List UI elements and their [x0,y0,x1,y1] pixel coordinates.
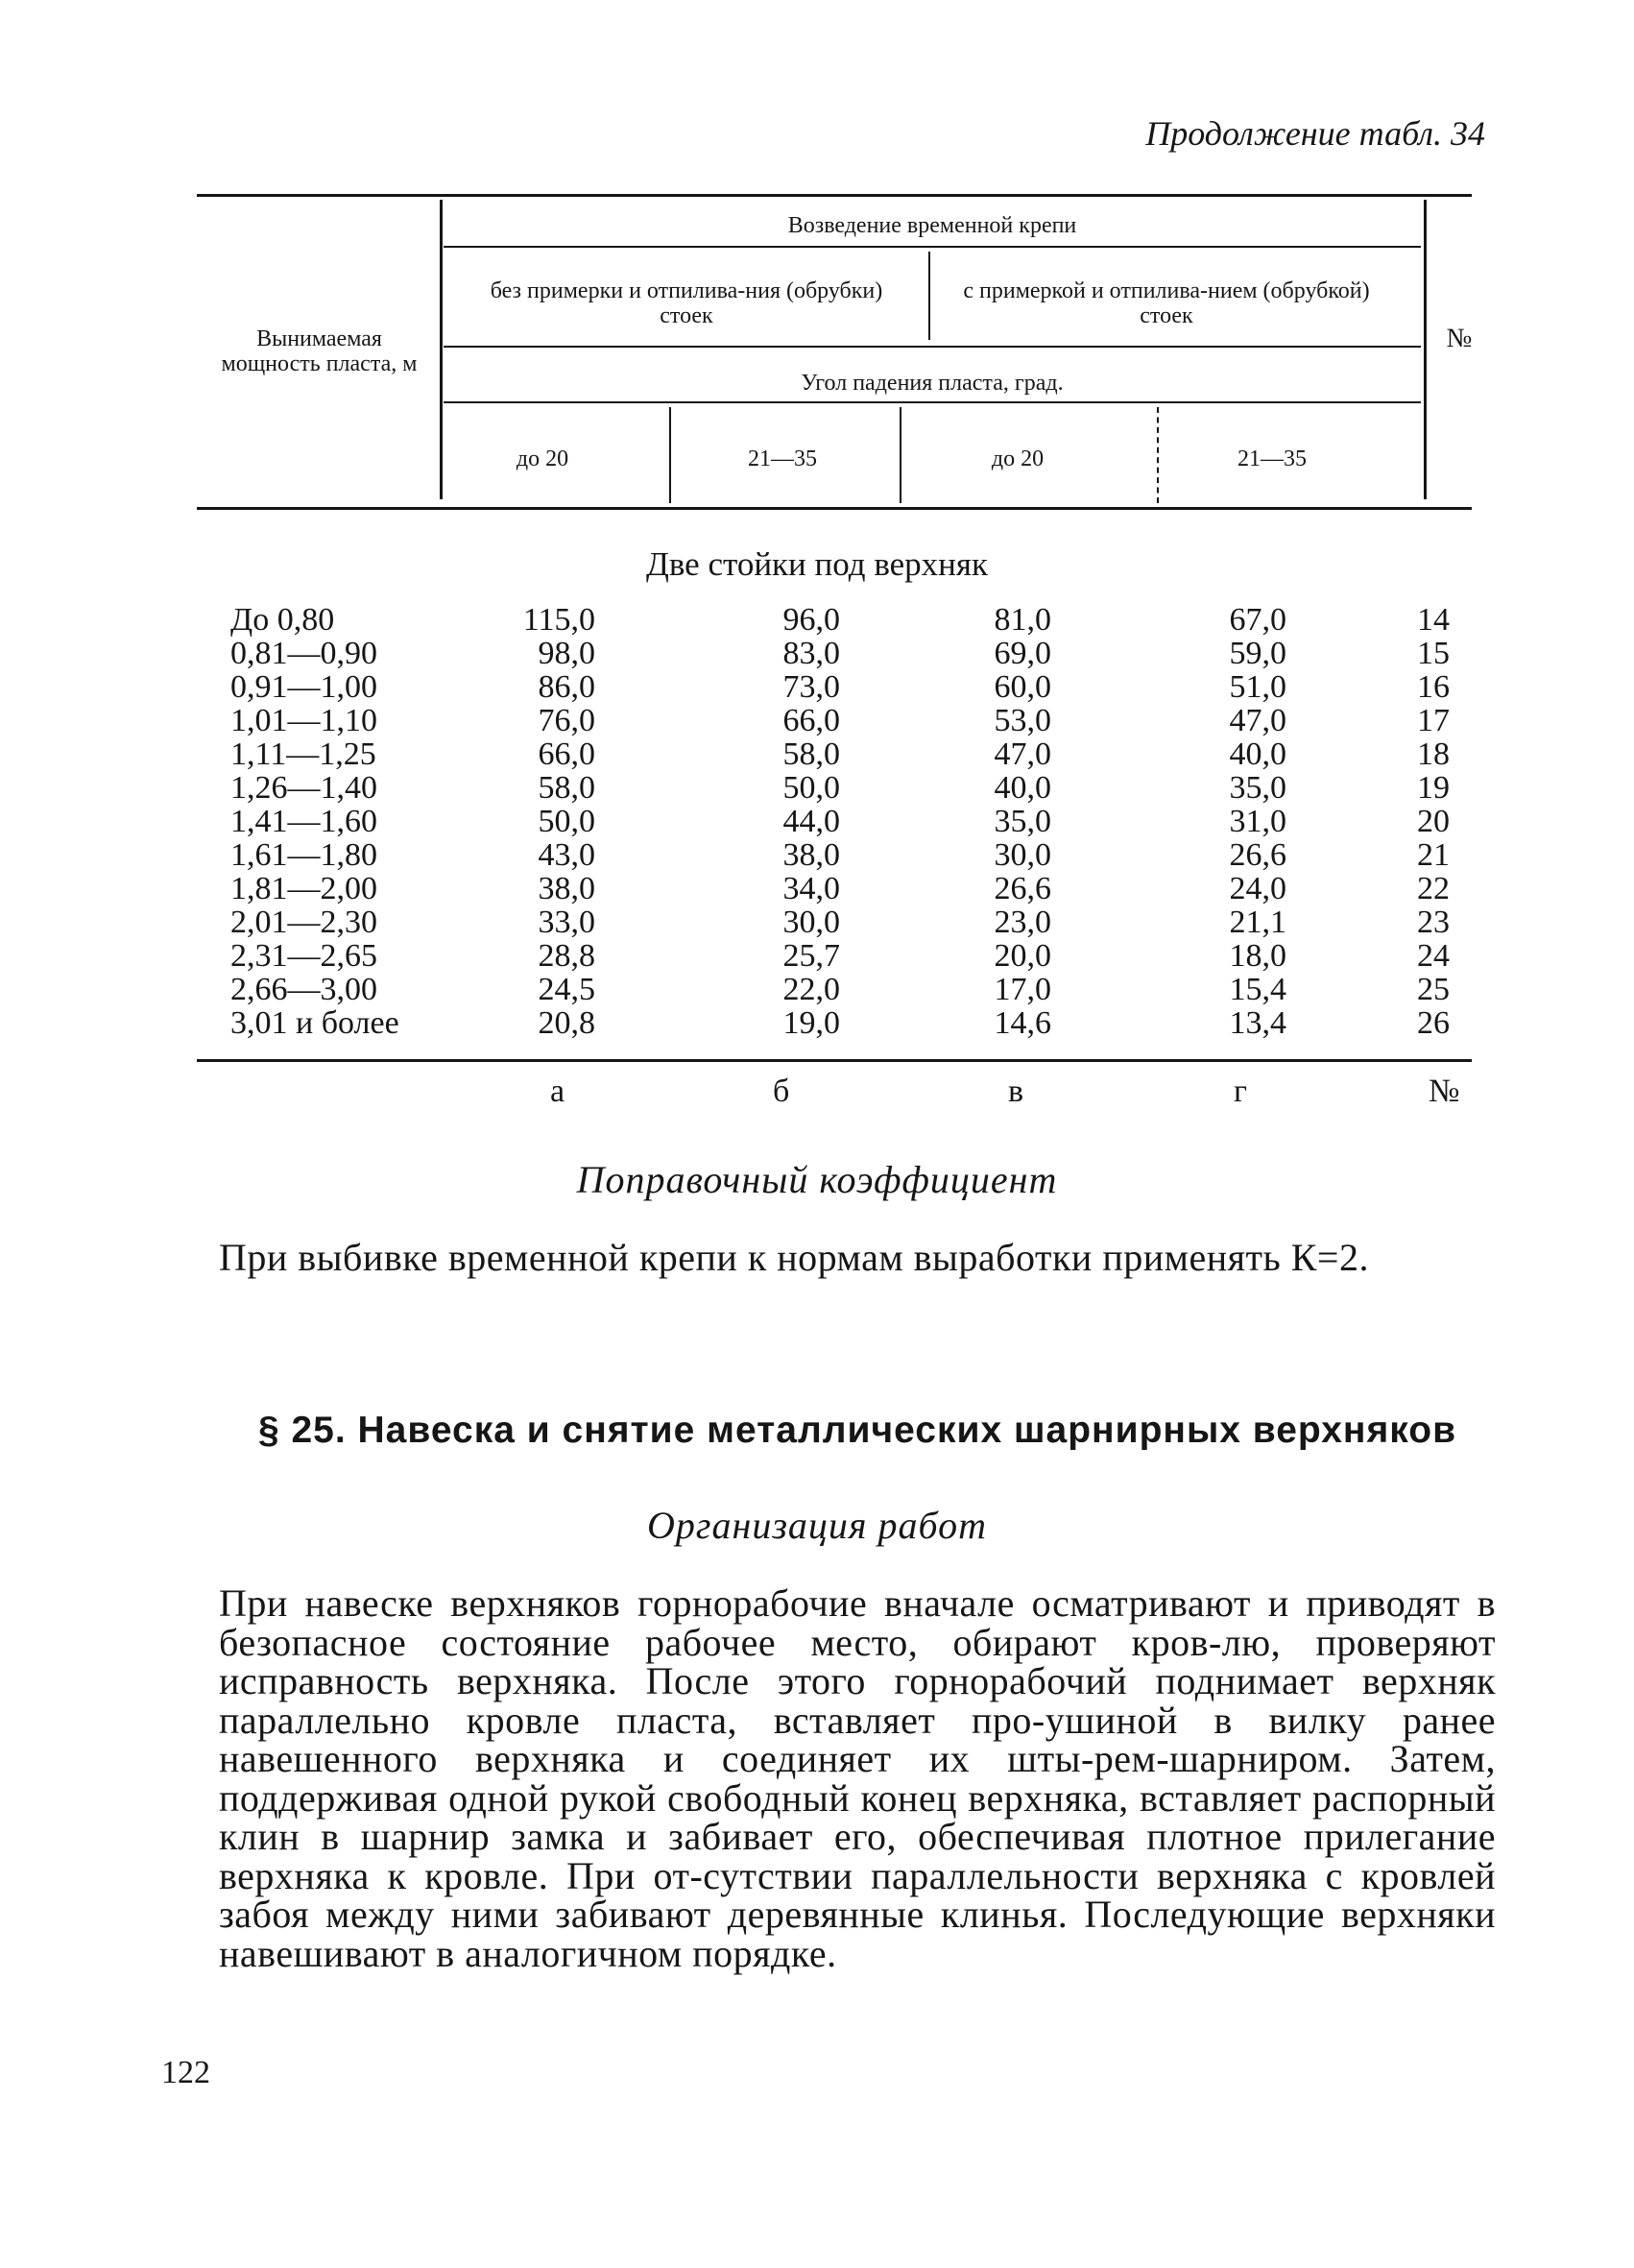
cell: 26 [1417,1005,1450,1041]
table-row [0,704,1634,737]
cell: 73,0 [782,669,840,705]
group-header: Возведение временной крепи [787,213,1077,238]
cell: 86,0 [538,669,595,705]
cell: 35,0 [1229,770,1286,806]
cell: 34,0 [782,871,840,906]
cell: 1,11—1,25 [230,736,376,772]
cell: 19,0 [782,1005,840,1041]
cell: 66,0 [538,736,595,772]
cell: 33,0 [538,905,595,940]
cell: 1,41—1,60 [230,804,377,839]
stub-header: Вынимаемая мощность пласта, м [221,326,418,376]
table-row [0,603,1634,637]
cell: 40,0 [994,770,1051,806]
table-row [0,838,1634,872]
cell: 20 [1417,804,1450,839]
correction-coefficient-title: Поправочный коэффициент [576,1158,1058,1201]
cell: 115,0 [522,602,595,638]
cell: 0,81—0,90 [230,636,377,671]
cell: 19 [1417,770,1450,806]
subgroup-divider [928,252,930,340]
table-row [0,670,1634,704]
table-row [0,805,1634,838]
table-row [0,939,1634,973]
cell: 30,0 [994,837,1051,873]
cell: 25,7 [782,938,840,974]
table-row [0,637,1634,670]
table-row [0,771,1634,805]
column-letter: б [773,1074,790,1109]
table-row [0,872,1634,905]
cell: 60,0 [994,669,1051,705]
col-header-c: до 20 [991,446,1045,471]
cell: 98,0 [538,636,595,671]
cell: 22 [1417,871,1450,906]
cell: 30,0 [782,905,840,940]
cell: 24,0 [1229,871,1286,906]
table-section-title: Две стойки под верхняк [645,545,989,583]
header-bottom-rule [197,507,1472,510]
subgroup-header-2: с примеркой и отпилива-нием (обрубкой) стоек [963,278,1370,328]
cell: 15,4 [1229,972,1286,1007]
angle-header: Угол падения пласта, град. [801,371,1064,396]
cell: 23,0 [994,905,1051,940]
cell: 66,0 [782,703,840,738]
cell: 96,0 [782,602,840,638]
cell: 20,8 [538,1005,595,1041]
cell: 31,0 [1229,804,1286,839]
subgroup-rule [444,346,1421,348]
cell: 22,0 [782,972,840,1007]
cell: 14,6 [994,1005,1051,1041]
cell: 20,0 [994,938,1051,974]
group-rule [444,246,1421,248]
cell: 76,0 [538,703,595,738]
cell: 47,0 [994,736,1051,772]
cell: 24,5 [538,972,595,1007]
cell: 58,0 [538,770,595,806]
cell: 21,1 [1229,905,1286,940]
col-header-b: 21—35 [748,446,817,471]
cell: 50,0 [538,804,595,839]
column-letter: г [1234,1074,1247,1109]
column-letter: в [1008,1074,1024,1109]
cell: 28,8 [538,938,595,974]
cell: 51,0 [1229,669,1286,705]
cell: 16 [1417,669,1450,705]
cell: 3,01 и более [230,1005,399,1041]
col-header-d: 21—35 [1238,446,1307,471]
cell: 25 [1417,972,1450,1007]
cell: 14 [1417,602,1450,638]
table-row [0,737,1634,771]
table-top-rule [197,194,1472,197]
cell: 59,0 [1229,636,1286,671]
cell: 67,0 [1229,602,1286,638]
cell: 81,0 [994,602,1051,638]
cell: 83,0 [782,636,840,671]
column-letter: № [1429,1074,1460,1109]
cell: 1,26—1,40 [230,770,377,806]
col-header-a: до 20 [516,446,569,471]
table-row [0,905,1634,939]
cell: 2,31—2,65 [230,938,377,974]
correction-coefficient-text: При выбивке временной крепи к нормам выработки применять К=2. [219,1236,1369,1279]
table-body [0,603,1634,1040]
cell: 0,91—1,00 [230,669,377,705]
num-divider [1424,200,1427,499]
cell: 40,0 [1229,736,1286,772]
cell: 44,0 [782,804,840,839]
cell: 15 [1417,636,1450,671]
col-divider-1 [669,407,671,503]
angle-rule [444,401,1421,403]
cell: 23 [1417,905,1450,940]
cell: 69,0 [994,636,1051,671]
cell: 35,0 [994,804,1051,839]
cell: 1,81—2,00 [230,871,377,906]
cell: 58,0 [782,736,840,772]
col-divider-2 [900,407,901,503]
body-paragraph: При навеске верхняков горнорабочие вначале осматривают и приводят в безопасное состояние рабочее место, обирают кров-лю, проверяют исправность верхняка. После этого горнорабочий поднимает верхняк параллельно кровле пласта, вставляет про-ушиной в вилку ранее навешенного верхняка и соединяет их шты-рем-шарниром. Затем, поддерживая одной рукой свободный конец верхняка, вставляет распорный клин в шарнир замка и забивает его, обеспечивая плотное прилегание верхняка к кровле. При от-сутствии параллельности верхняка с кровлей забоя между ними забивают деревянные клинья. Последующие верхняки навешивают в аналогичном порядке. [219,1581,1496,1975]
col-divider-3 [1157,407,1159,503]
cell: 13,4 [1229,1005,1286,1041]
cell: 43,0 [538,837,595,873]
cell: 26,6 [1229,837,1286,873]
cell: 50,0 [782,770,840,806]
cell: 18 [1417,736,1450,772]
cell: 24 [1417,938,1450,974]
table-continuation-label: Продолжение табл. 34 [1145,114,1485,153]
cell: 26,6 [994,871,1051,906]
cell: 2,66—3,00 [230,972,377,1007]
cell: 17 [1417,703,1450,738]
table-bottom-rule [197,1059,1472,1062]
cell: До 0,80 [230,602,335,638]
cell: 38,0 [538,871,595,906]
stub-divider [440,200,443,499]
cell: 1,01—1,10 [230,703,377,738]
num-header: № [1446,324,1473,353]
cell: 2,01—2,30 [230,905,377,940]
table-row [0,973,1634,1006]
page-number: 122 [161,2055,210,2090]
cell: 1,61—1,80 [230,837,377,873]
cell: 38,0 [782,837,840,873]
section-heading: § 25. Навеска и снятие металлических шарнирных верхняков [257,1410,1457,1451]
cell: 17,0 [994,972,1051,1007]
table-row [0,1006,1634,1040]
column-letter: а [550,1074,565,1109]
cell: 18,0 [1229,938,1286,974]
cell: 47,0 [1229,703,1286,738]
cell: 21 [1417,837,1450,873]
subheading: Организация работ [646,1504,987,1547]
subgroup-header-1: без примерки и отпилива-ния (обрубки) стоек [490,278,883,328]
cell: 53,0 [994,703,1051,738]
